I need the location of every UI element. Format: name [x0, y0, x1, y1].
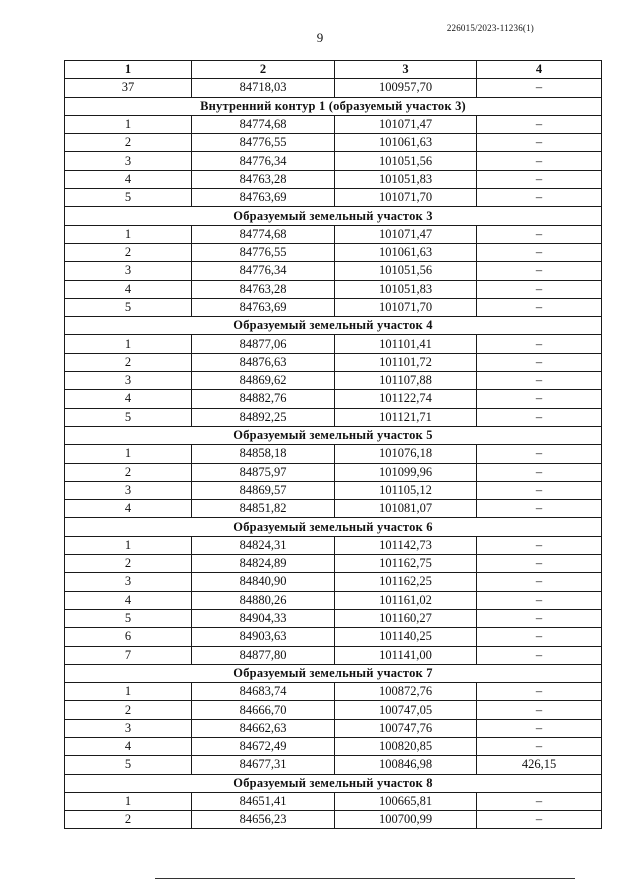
y-coordinate-cell: 101061,63 — [335, 134, 477, 152]
point-number-cell: 4 — [65, 390, 192, 408]
x-coordinate-cell: 84776,34 — [192, 152, 335, 170]
y-coordinate-cell: 101081,07 — [335, 500, 477, 518]
extra-value-cell: – — [477, 243, 602, 261]
x-coordinate-cell: 84840,90 — [192, 573, 335, 591]
y-coordinate-cell: 101161,02 — [335, 591, 477, 609]
section-title: Образуемый земельный участок 5 — [65, 426, 602, 444]
table-row — [65, 591, 602, 609]
bottom-divider — [155, 878, 575, 879]
section-title: Образуемый земельный участок 7 — [65, 664, 602, 682]
table-row — [65, 609, 602, 627]
y-coordinate-cell: 101071,47 — [335, 115, 477, 133]
table-row — [65, 737, 602, 755]
x-coordinate-cell: 84869,57 — [192, 481, 335, 499]
table-header — [65, 61, 602, 79]
y-coordinate-cell: 100957,70 — [335, 79, 477, 97]
column-header-3: 3 — [335, 61, 477, 79]
point-number-cell: 1 — [65, 445, 192, 463]
table-row — [65, 262, 602, 280]
table-row — [65, 298, 602, 316]
x-coordinate-cell: 84763,69 — [192, 189, 335, 207]
y-coordinate-cell: 101162,25 — [335, 573, 477, 591]
table-row — [65, 445, 602, 463]
x-coordinate-cell: 84880,26 — [192, 591, 335, 609]
x-coordinate-cell: 84851,82 — [192, 500, 335, 518]
extra-value-cell: – — [477, 280, 602, 298]
table-row — [65, 79, 602, 97]
table-body — [65, 79, 602, 829]
x-coordinate-cell: 84763,28 — [192, 170, 335, 188]
section-row — [65, 664, 602, 682]
x-coordinate-cell: 84774,68 — [192, 115, 335, 133]
x-coordinate-cell: 84875,97 — [192, 463, 335, 481]
y-coordinate-cell: 101122,74 — [335, 390, 477, 408]
table-row — [65, 225, 602, 243]
x-coordinate-cell: 84672,49 — [192, 737, 335, 755]
y-coordinate-cell: 101051,56 — [335, 262, 477, 280]
y-coordinate-cell: 101099,96 — [335, 463, 477, 481]
point-number-cell: 3 — [65, 481, 192, 499]
x-coordinate-cell: 84876,63 — [192, 353, 335, 371]
point-number-cell: 3 — [65, 372, 192, 390]
x-coordinate-cell: 84903,63 — [192, 628, 335, 646]
point-number-cell: 1 — [65, 115, 192, 133]
y-coordinate-cell: 101160,27 — [335, 609, 477, 627]
point-number-cell: 2 — [65, 555, 192, 573]
point-number-cell: 2 — [65, 243, 192, 261]
table-row — [65, 573, 602, 591]
extra-value-cell: – — [477, 555, 602, 573]
y-coordinate-cell: 101061,63 — [335, 243, 477, 261]
y-coordinate-cell: 101051,83 — [335, 280, 477, 298]
y-coordinate-cell: 100846,98 — [335, 756, 477, 774]
table-row — [65, 701, 602, 719]
extra-value-cell: 426,15 — [477, 756, 602, 774]
section-row — [65, 207, 602, 225]
table-row — [65, 408, 602, 426]
y-coordinate-cell: 101140,25 — [335, 628, 477, 646]
y-coordinate-cell: 101071,70 — [335, 189, 477, 207]
y-coordinate-cell: 100700,99 — [335, 811, 477, 829]
x-coordinate-cell: 84718,03 — [192, 79, 335, 97]
table-row — [65, 115, 602, 133]
x-coordinate-cell: 84651,41 — [192, 792, 335, 810]
extra-value-cell: – — [477, 591, 602, 609]
page-number: 9 — [316, 30, 324, 45]
extra-value-cell: – — [477, 536, 602, 554]
extra-value-cell: – — [477, 115, 602, 133]
table-row — [65, 335, 602, 353]
y-coordinate-cell: 100665,81 — [335, 792, 477, 810]
extra-value-cell: – — [477, 134, 602, 152]
table-row — [65, 719, 602, 737]
column-header-4: 4 — [477, 61, 602, 79]
point-number-cell: 2 — [65, 463, 192, 481]
point-number-cell: 2 — [65, 353, 192, 371]
header-row — [65, 61, 602, 79]
point-number-cell: 3 — [65, 573, 192, 591]
extra-value-cell: – — [477, 225, 602, 243]
point-number-cell: 3 — [65, 152, 192, 170]
point-number-cell: 1 — [65, 683, 192, 701]
extra-value-cell: – — [477, 372, 602, 390]
section-row — [65, 97, 602, 115]
table-row — [65, 555, 602, 573]
extra-value-cell: – — [477, 719, 602, 737]
extra-value-cell: – — [477, 683, 602, 701]
point-number-cell: 4 — [65, 591, 192, 609]
y-coordinate-cell: 101076,18 — [335, 445, 477, 463]
y-coordinate-cell: 101071,70 — [335, 298, 477, 316]
x-coordinate-cell: 84877,06 — [192, 335, 335, 353]
x-coordinate-cell: 84824,31 — [192, 536, 335, 554]
extra-value-cell: – — [477, 500, 602, 518]
x-coordinate-cell: 84683,74 — [192, 683, 335, 701]
extra-value-cell: – — [477, 481, 602, 499]
section-row — [65, 518, 602, 536]
x-coordinate-cell: 84763,28 — [192, 280, 335, 298]
x-coordinate-cell: 84904,33 — [192, 609, 335, 627]
table-row — [65, 792, 602, 810]
section-title: Образуемый земельный участок 8 — [65, 774, 602, 792]
y-coordinate-cell: 101101,41 — [335, 335, 477, 353]
table-row — [65, 481, 602, 499]
table-row — [65, 500, 602, 518]
column-header-1: 1 — [65, 61, 192, 79]
point-number-cell: 37 — [65, 79, 192, 97]
table-row — [65, 134, 602, 152]
point-number-cell: 4 — [65, 500, 192, 518]
coordinates-table — [64, 60, 602, 829]
x-coordinate-cell: 84656,23 — [192, 811, 335, 829]
table-row — [65, 280, 602, 298]
section-title: Внутренний контур 1 (образуемый участок 3) — [65, 97, 602, 115]
table-row — [65, 646, 602, 664]
extra-value-cell: – — [477, 463, 602, 481]
section-row — [65, 426, 602, 444]
x-coordinate-cell: 84662,63 — [192, 719, 335, 737]
section-row — [65, 317, 602, 335]
table-row — [65, 243, 602, 261]
point-number-cell: 5 — [65, 756, 192, 774]
y-coordinate-cell: 101105,12 — [335, 481, 477, 499]
y-coordinate-cell: 101101,72 — [335, 353, 477, 371]
x-coordinate-cell: 84763,69 — [192, 298, 335, 316]
column-header-2: 2 — [192, 61, 335, 79]
section-title: Образуемый земельный участок 6 — [65, 518, 602, 536]
point-number-cell: 6 — [65, 628, 192, 646]
y-coordinate-cell: 101107,88 — [335, 372, 477, 390]
extra-value-cell: – — [477, 792, 602, 810]
table-row — [65, 536, 602, 554]
point-number-cell: 2 — [65, 701, 192, 719]
table-row — [65, 463, 602, 481]
document-id: 226015/2023-11236(1) — [446, 23, 534, 33]
point-number-cell: 1 — [65, 792, 192, 810]
x-coordinate-cell: 84892,25 — [192, 408, 335, 426]
point-number-cell: 1 — [65, 225, 192, 243]
table-row — [65, 353, 602, 371]
extra-value-cell: – — [477, 445, 602, 463]
y-coordinate-cell: 101071,47 — [335, 225, 477, 243]
extra-value-cell: – — [477, 628, 602, 646]
x-coordinate-cell: 84666,70 — [192, 701, 335, 719]
extra-value-cell: – — [477, 811, 602, 829]
extra-value-cell: – — [477, 408, 602, 426]
extra-value-cell: – — [477, 390, 602, 408]
y-coordinate-cell: 100820,85 — [335, 737, 477, 755]
table-row — [65, 372, 602, 390]
point-number-cell: 1 — [65, 335, 192, 353]
y-coordinate-cell: 101142,73 — [335, 536, 477, 554]
point-number-cell: 2 — [65, 811, 192, 829]
extra-value-cell: – — [477, 189, 602, 207]
section-title: Образуемый земельный участок 4 — [65, 317, 602, 335]
y-coordinate-cell: 101051,83 — [335, 170, 477, 188]
point-number-cell: 5 — [65, 189, 192, 207]
y-coordinate-cell: 100872,76 — [335, 683, 477, 701]
extra-value-cell: – — [477, 170, 602, 188]
point-number-cell: 7 — [65, 646, 192, 664]
point-number-cell: 5 — [65, 609, 192, 627]
point-number-cell: 5 — [65, 408, 192, 426]
x-coordinate-cell: 84824,89 — [192, 555, 335, 573]
x-coordinate-cell: 84776,55 — [192, 243, 335, 261]
table-row — [65, 811, 602, 829]
table-row — [65, 628, 602, 646]
extra-value-cell: – — [477, 701, 602, 719]
point-number-cell: 1 — [65, 536, 192, 554]
y-coordinate-cell: 100747,76 — [335, 719, 477, 737]
x-coordinate-cell: 84882,76 — [192, 390, 335, 408]
extra-value-cell: – — [477, 335, 602, 353]
y-coordinate-cell: 101141,00 — [335, 646, 477, 664]
x-coordinate-cell: 84877,80 — [192, 646, 335, 664]
point-number-cell: 4 — [65, 737, 192, 755]
x-coordinate-cell: 84774,68 — [192, 225, 335, 243]
x-coordinate-cell: 84776,34 — [192, 262, 335, 280]
extra-value-cell: – — [477, 573, 602, 591]
extra-value-cell: – — [477, 152, 602, 170]
extra-value-cell: – — [477, 298, 602, 316]
y-coordinate-cell: 101051,56 — [335, 152, 477, 170]
section-row — [65, 774, 602, 792]
table-row — [65, 390, 602, 408]
x-coordinate-cell: 84677,31 — [192, 756, 335, 774]
point-number-cell: 5 — [65, 298, 192, 316]
extra-value-cell: – — [477, 646, 602, 664]
point-number-cell: 2 — [65, 134, 192, 152]
table-row — [65, 170, 602, 188]
extra-value-cell: – — [477, 609, 602, 627]
table-row — [65, 152, 602, 170]
extra-value-cell: – — [477, 262, 602, 280]
table-row — [65, 189, 602, 207]
y-coordinate-cell: 100747,05 — [335, 701, 477, 719]
y-coordinate-cell: 101162,75 — [335, 555, 477, 573]
point-number-cell: 4 — [65, 280, 192, 298]
y-coordinate-cell: 101121,71 — [335, 408, 477, 426]
point-number-cell: 3 — [65, 719, 192, 737]
extra-value-cell: – — [477, 353, 602, 371]
point-number-cell: 3 — [65, 262, 192, 280]
point-number-cell: 4 — [65, 170, 192, 188]
table-row — [65, 683, 602, 701]
x-coordinate-cell: 84776,55 — [192, 134, 335, 152]
table-row — [65, 756, 602, 774]
extra-value-cell: – — [477, 79, 602, 97]
extra-value-cell: – — [477, 737, 602, 755]
section-title: Образуемый земельный участок 3 — [65, 207, 602, 225]
x-coordinate-cell: 84869,62 — [192, 372, 335, 390]
x-coordinate-cell: 84858,18 — [192, 445, 335, 463]
